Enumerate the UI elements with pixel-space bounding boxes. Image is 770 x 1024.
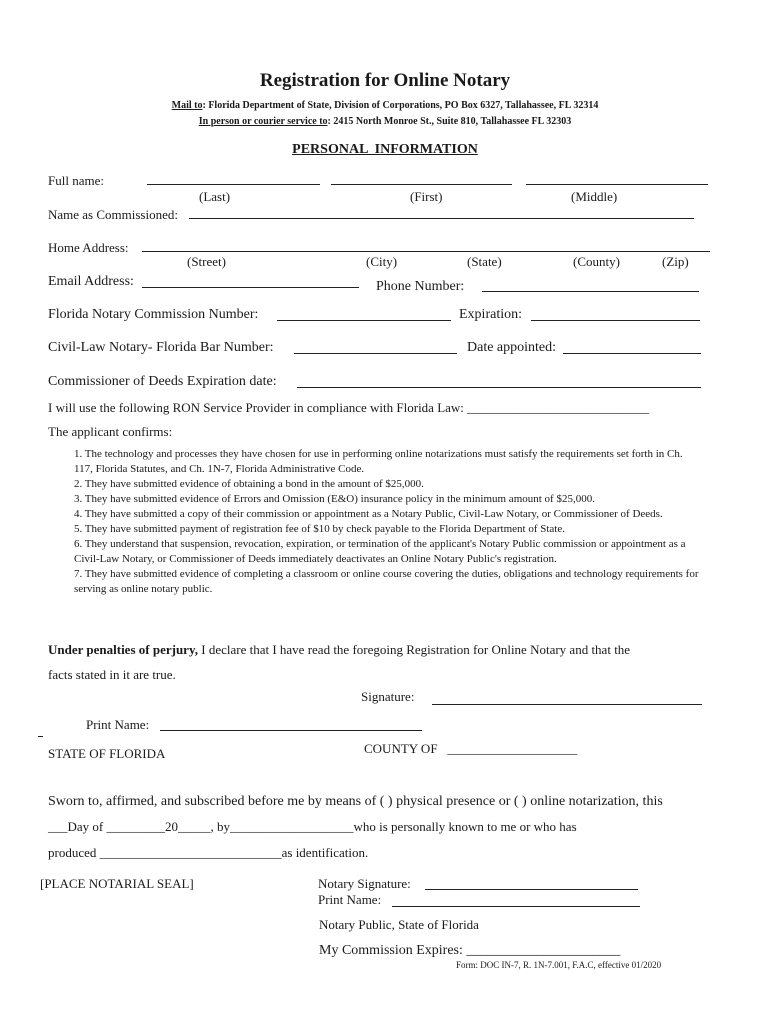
first-caption: (First) <box>410 189 443 204</box>
perjury-label: Under penalties of perjury, <box>48 642 198 657</box>
declaration-line-1 <box>48 642 630 658</box>
date-appointed-label: Date appointed: <box>467 340 557 355</box>
day-line: ___Day of _________20_____, by___________________who is personally known to me or who has <box>48 819 577 834</box>
middle-caption: (Middle) <box>571 189 618 204</box>
produced-line: produced ____________________________as identification. <box>48 845 369 860</box>
mail-to-address: : Florida Department of State, Division of Corporations, PO Box 6327, Tallahassee, FL 32314 <box>202 100 599 111</box>
applicant-confirms: The applicant confirms: <box>48 424 173 439</box>
sworn-statement: Sworn to, affirmed, and subscribed before me by means of ( ) physical presence or ( ) online notarization, this <box>48 794 663 809</box>
commission-expires-line: My Commission Expires: ______________________ <box>319 943 621 958</box>
county-of-label <box>364 741 577 757</box>
phone-label: Phone Number: <box>376 279 465 294</box>
notary-print-name-field[interactable] <box>392 906 640 907</box>
full-name-label: Full name: <box>48 173 104 188</box>
notary-public-line: Notary Public, State of Florida <box>319 917 479 932</box>
last-name-field[interactable] <box>147 184 320 185</box>
print-name-label: Print Name: <box>86 717 150 732</box>
name-commissioned-field[interactable] <box>189 218 694 219</box>
list-item: 3. They have submitted evidence of Errors and Omission (E&O) insurance policy in the minimum amount of $25,000. <box>74 493 595 505</box>
email-field[interactable] <box>142 287 359 288</box>
signature-label: Signature: <box>361 689 415 704</box>
in-person-address: : 2415 North Monroe St., Suite 810, Tallahassee FL 32303 <box>327 116 572 127</box>
expiration-field[interactable] <box>531 320 700 321</box>
commission-number-label: Florida Notary Commission Number: <box>48 307 259 322</box>
list-item: 5. They have submitted payment of registration fee of $10 by check payable to the Florida Department of State. <box>74 523 565 535</box>
section-title: PERSONAL INFORMATION <box>292 142 478 157</box>
list-item: 6. They understand that suspension, revocation, expiration, or termination of the applicant's Notary Public commission or appointment as a Civil-Law Notary, or Commissioner of Deeds immediately deactivates an Online Notary Public's registration. <box>74 538 686 565</box>
confirmation-list <box>74 447 704 597</box>
bar-number-field[interactable] <box>294 353 457 354</box>
in-person-label: In person or courier service to <box>198 116 328 127</box>
list-item: 1. The technology and processes they have chosen for use in performing online notarizations must satisfy the requirements set forth in Ch. 117, Florida Statutes, and Ch. 1N-7, Florida Administrative Code. <box>74 448 683 475</box>
signature-field[interactable] <box>432 704 702 705</box>
commissioner-deeds-field[interactable] <box>297 387 701 388</box>
zip-caption: (Zip) <box>662 254 689 269</box>
commissioner-deeds-label: Commissioner of Deeds Expiration date: <box>48 374 277 389</box>
street-caption: (Street) <box>187 254 226 269</box>
list-item: 4. They have submitted a copy of their commission or appointment as a Notary Public, Civil-Law Notary, or Commissioner of Deeds. <box>74 508 663 520</box>
city-caption: (City) <box>366 254 398 269</box>
form-title: Registration for Online Notary <box>259 70 511 91</box>
form-id: Form: DOC IN-7, R. 1N-7.001, F.A.C, effective 01/2020 <box>456 960 662 970</box>
print-name-field[interactable] <box>160 730 422 731</box>
declaration-text: I declare that I have read the foregoing Registration for Online Notary and that the <box>197 642 631 657</box>
home-address-label: Home Address: <box>48 240 129 255</box>
notary-print-name-label: Print Name: <box>318 892 382 907</box>
list-item: 2. They have submitted evidence of obtaining a bond in the amount of $25,000. <box>74 478 424 490</box>
ron-provider-line: I will use the following RON Service Provider in compliance with Florida Law: ____________________________ <box>48 400 650 415</box>
county-caption: (County) <box>573 254 620 269</box>
county-of-text: COUNTY OF <box>364 741 438 756</box>
expiration-label: Expiration: <box>459 307 522 322</box>
first-name-field[interactable] <box>331 184 512 185</box>
mail-to-line <box>0 100 770 111</box>
county-field[interactable]: ____________________ <box>447 741 578 756</box>
in-person-line <box>0 116 770 127</box>
email-label: Email Address: <box>48 274 134 289</box>
notarial-seal-placeholder: [PLACE NOTARIAL SEAL] <box>40 876 194 891</box>
last-caption: (Last) <box>199 189 231 204</box>
mail-to-label: Mail to <box>171 100 203 111</box>
date-appointed-field[interactable] <box>563 353 701 354</box>
home-address-field[interactable] <box>142 251 710 252</box>
name-commissioned-label: Name as Commissioned: <box>48 207 178 222</box>
list-item: 7. They have submitted evidence of completing a classroom or online course covering the duties, obligations and technology requirements for serving as online notary public. <box>74 568 699 595</box>
margin-dash <box>38 736 43 737</box>
commission-number-field[interactable] <box>277 320 451 321</box>
civil-law-label: Civil-Law Notary- Florida Bar Number: <box>48 340 274 355</box>
state-of-florida: STATE OF FLORIDA <box>48 746 166 761</box>
state-caption: (State) <box>467 254 502 269</box>
notary-signature-label: Notary Signature: <box>318 876 411 891</box>
phone-field[interactable] <box>482 291 699 292</box>
middle-name-field[interactable] <box>526 184 708 185</box>
declaration-line-2: facts stated in it are true. <box>48 667 176 682</box>
notary-signature-field[interactable] <box>425 889 638 890</box>
